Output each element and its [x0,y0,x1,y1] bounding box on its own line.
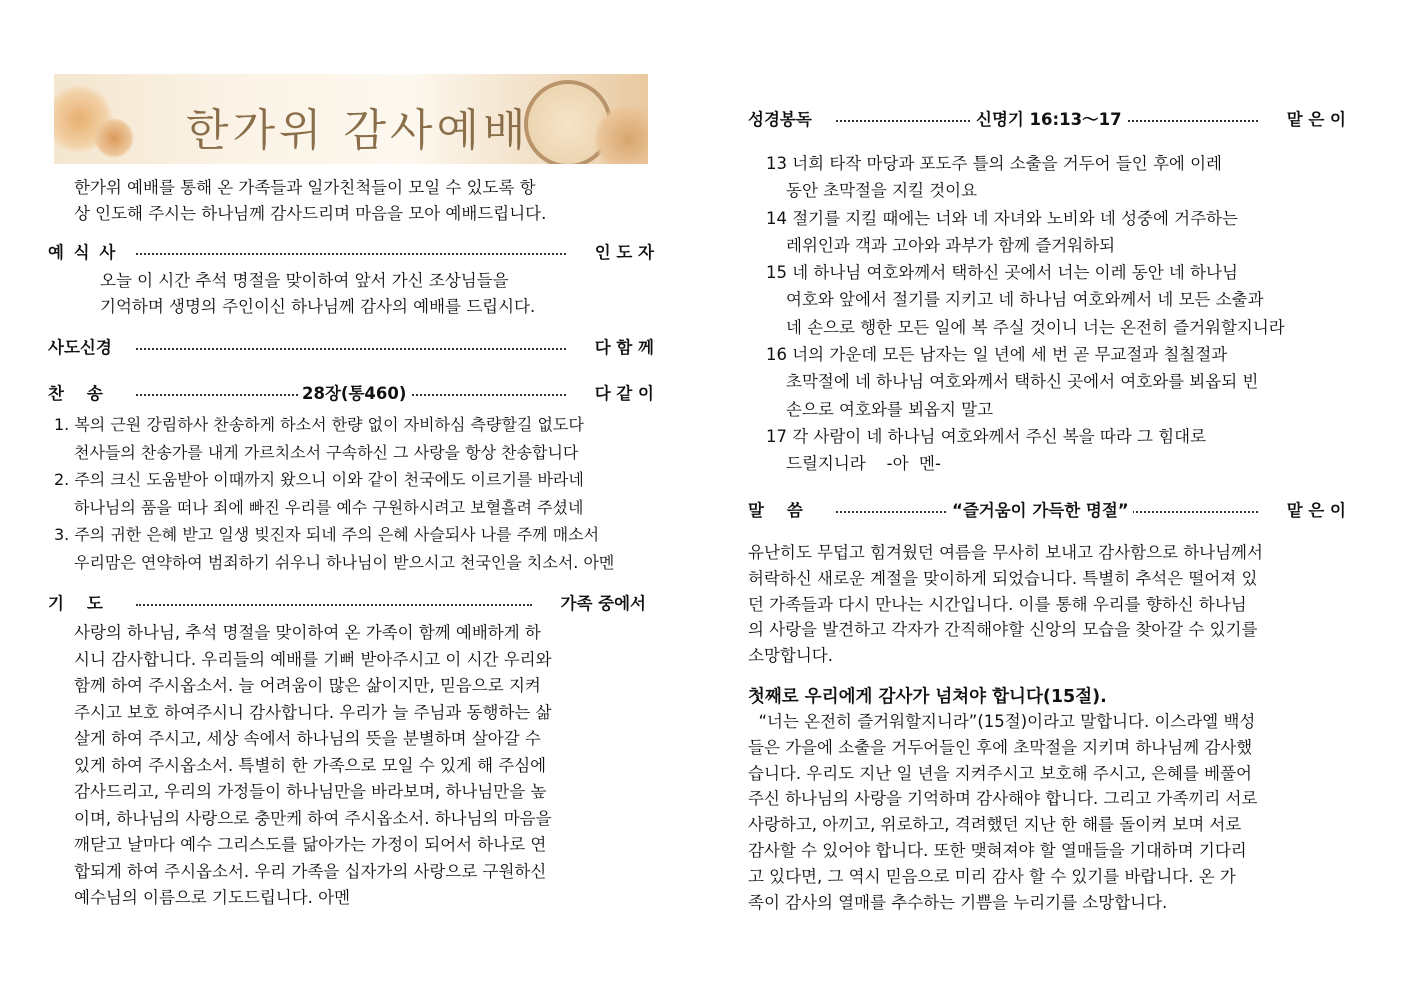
hymn-number: 28장(통460) [298,382,410,406]
point-line: 습니다. 우리도 지난 일 년을 지켜주시고 보호해 주시고, 은혜를 베풀어 [748,763,1252,783]
title-banner [54,74,648,164]
invocation-line: 오늘 이 시간 추석 명절을 맞이하여 앞서 가신 조상님들을 [100,271,509,290]
section-title: 성경봉독 [748,110,812,129]
hymn-line: 우리맘은 연약하여 범죄하기 쉬우니 하나님이 받으시고 천국인을 치소서. 아멘 [74,552,615,572]
section-role: 인 도 자 [594,243,654,262]
point-line: 족이 감사의 열매를 추수하는 기쁨을 누리기를 소망합니다. [748,892,1168,912]
section-role: 맡 은 이 [1286,501,1346,520]
section-title: 사도신경 [48,338,112,357]
persimmon-illustration-2 [94,118,134,158]
point-line: 감사할 수 있어야 합니다. 또한 맺혀져야 할 열매들을 기대하며 기다리 [748,840,1247,860]
point-body [748,709,1257,915]
prayer-line: 있게 하여 주시옵소서. 특별히 한 가족으로 모일 수 있게 해 주심에 [74,755,547,775]
sermon-line: 허락하신 새로운 계절을 맞이하게 되었습니다. 특별히 추석은 떨어져 있 [748,568,1258,588]
section-title: 찬 송 [48,384,103,403]
scripture-text [766,150,1285,478]
section-role: 맡 은 이 [1286,110,1346,129]
prayer-line: 사랑의 하나님, 추석 명절을 맞이하여 온 가족이 함께 예배하게 하 [74,623,541,642]
prayer-line: 살게 하여 주시고, 세상 속에서 하나님의 뜻을 분별하며 살아갈 수 [74,729,541,748]
hymn-line: 3. 주의 귀한 은혜 받고 일생 빚진자 되네 주의 은혜 사슬되사 나를 주께 매소서 [54,525,600,544]
section-title: 기 도 [48,594,103,613]
prayer-line: 함께 하여 주시옵소서. 늘 어려움이 많은 삶이지만, 믿음으로 지켜 [74,676,541,695]
verse-line: 15 네 하나님 여호와께서 택하신 곳에서 너는 이레 동안 네 하나님 [766,263,1238,283]
verse-line: 네 손으로 행한 모든 일에 복 주실 것이니 너는 온전히 즐거워할지니라 [786,317,1285,337]
section-invocation [48,241,654,265]
invocation-text [100,268,535,320]
section-role: 가족 중에서 [560,594,646,613]
intro-line: 한가위 예배를 통해 온 가족들과 일가친척들이 모일 수 있도록 항 [74,178,536,197]
hymn-line: 하나님의 품을 떠나 죄에 빠진 우리를 예수 구원하시려고 보혈흘려 주셨네 [74,497,584,517]
point-heading: 첫째로 우리에게 감사가 넘쳐야 합니다(15절). [748,687,1107,707]
sermon-line: 의 사랑을 발견하고 각자가 간직해야할 신앙의 모습을 찾아갈 수 있기를 [748,620,1258,640]
verse-line: 손으로 여호와를 뵈옵지 말고 [786,399,994,419]
prayer-line: 시니 감사합니다. 우리들의 예배를 기뻐 받아주시고 이 시간 우리와 [74,649,552,669]
leader-dots [136,253,566,255]
sermon-title: “즐거움이 가득한 명절” [948,499,1133,523]
sermon-line: 유난히도 무덥고 힘겨웠던 여름을 무사히 보내고 감사함으로 하나님께서 [748,543,1263,562]
verse-line: 14 절기를 지킬 때에는 너와 네 자녀와 노비와 네 성중에 거주하는 [766,208,1238,228]
hymn-line: 천사들의 찬송가를 내게 가르치소서 구속하신 그 사랑을 항상 찬송합니다 [74,442,579,462]
prayer-line: 깨닫고 날마다 예수 그리스도를 닮아가는 가정이 되어서 하나로 연 [74,835,547,854]
point-line: 주신 하나님의 사랑을 기억하며 감사해야 합니다. 그리고 가족끼리 서로 [748,789,1258,809]
point-line: 들은 가을에 소출을 거두어들인 후에 초막절을 지키며 하나님께 감사했 [748,737,1253,757]
invocation-line: 기억하며 생명의 주인이신 하나님께 감사의 예배를 드립시다. [100,297,536,316]
verse-line: 초막절에 네 하나님 여호와께서 택하신 곳에서 여호와를 뵈옵되 빈 [786,372,1259,392]
intro-text [74,175,546,227]
prayer-line: 예수님의 이름으로 기도드립니다. 아멘 [74,888,351,907]
point-line: 고 있다면, 그 역시 믿음으로 미리 감사 할 수 있기를 바랍니다. 온 가 [748,866,1236,886]
section-scripture-reading [748,108,1346,132]
verse-line: 동안 초막절을 지킬 것이요 [786,181,978,201]
verse-line: 16 너의 가운데 모든 남자는 일 년에 세 번 곧 무교절과 칠칠절과 [766,345,1228,365]
sermon-line: 던 가족들과 다시 만나는 시간입니다. 이를 통해 우리를 향하신 하나님 [748,594,1247,614]
section-title: 예 식 사 [48,243,118,262]
section-sermon [748,499,1346,523]
leader-dots [136,604,532,606]
verse-line: 17 각 사람이 네 하나님 여호와께서 주신 복을 따라 그 힘대로 [766,426,1207,446]
section-prayer [48,592,646,616]
prayer-line: 감사드리고, 우리의 가정들이 하나님만을 바라보며, 하나님만을 높 [74,782,547,801]
prayer-text [74,620,552,912]
hymn-lyrics [54,411,614,576]
intro-line: 상 인도해 주시는 하나님께 감사드리며 마음을 모아 예배드립니다. [74,204,547,223]
scripture-reference: 신명기 16:13～17 [972,108,1126,132]
prayer-line: 주시고 보호 하여주시니 감사합니다. 우리가 늘 주님과 동행하는 삶 [74,702,552,722]
section-hymn [48,382,654,406]
point-line: “너는 온전히 즐거워할지니라”(15절)이라고 말합니다. 이스라엘 백성 [748,712,1256,731]
point-line: 사랑하고, 아끼고, 위로하고, 격려했던 지난 한 해를 돌이켜 보며 서로 [748,815,1242,835]
hymn-line: 1. 복의 근원 강림하사 찬송하게 하소서 한량 없이 자비하심 측량할길 없도다 [54,415,584,434]
section-role: 다 같 이 [594,384,654,403]
verse-line: 여호와 앞에서 절기를 지키고 네 하나님 여호와께서 네 모든 소출과 [786,290,1264,310]
banner-title: 한가위 감사예배 [186,105,530,156]
verse-line: 드릴지니라 -아 멘- [786,454,941,474]
prayer-line: 합되게 하여 주시옵소서. 우리 가족을 십자가의 사랑으로 구원하신 [74,861,547,881]
verse-line: 13 너희 타작 마당과 포도주 틀의 소출을 거두어 들인 후에 이레 [766,154,1222,173]
prayer-line: 이며, 하나님의 사랑으로 충만케 하여 주시옵소서. 하나님의 마음을 [74,808,552,828]
hymn-line: 2. 주의 크신 도움받아 이때까지 왔으니 이와 같이 천국에도 이르기를 바라네 [54,470,584,489]
sermon-intro [748,540,1263,669]
verse-line: 레위인과 객과 고아와 과부가 함께 즐거워하되 [786,235,1116,255]
leader-dots [136,348,566,350]
section-title: 말 씀 [748,501,803,520]
section-creed [48,336,654,360]
section-role: 다 함 께 [594,338,654,357]
sermon-line: 소망합니다. [748,646,833,666]
